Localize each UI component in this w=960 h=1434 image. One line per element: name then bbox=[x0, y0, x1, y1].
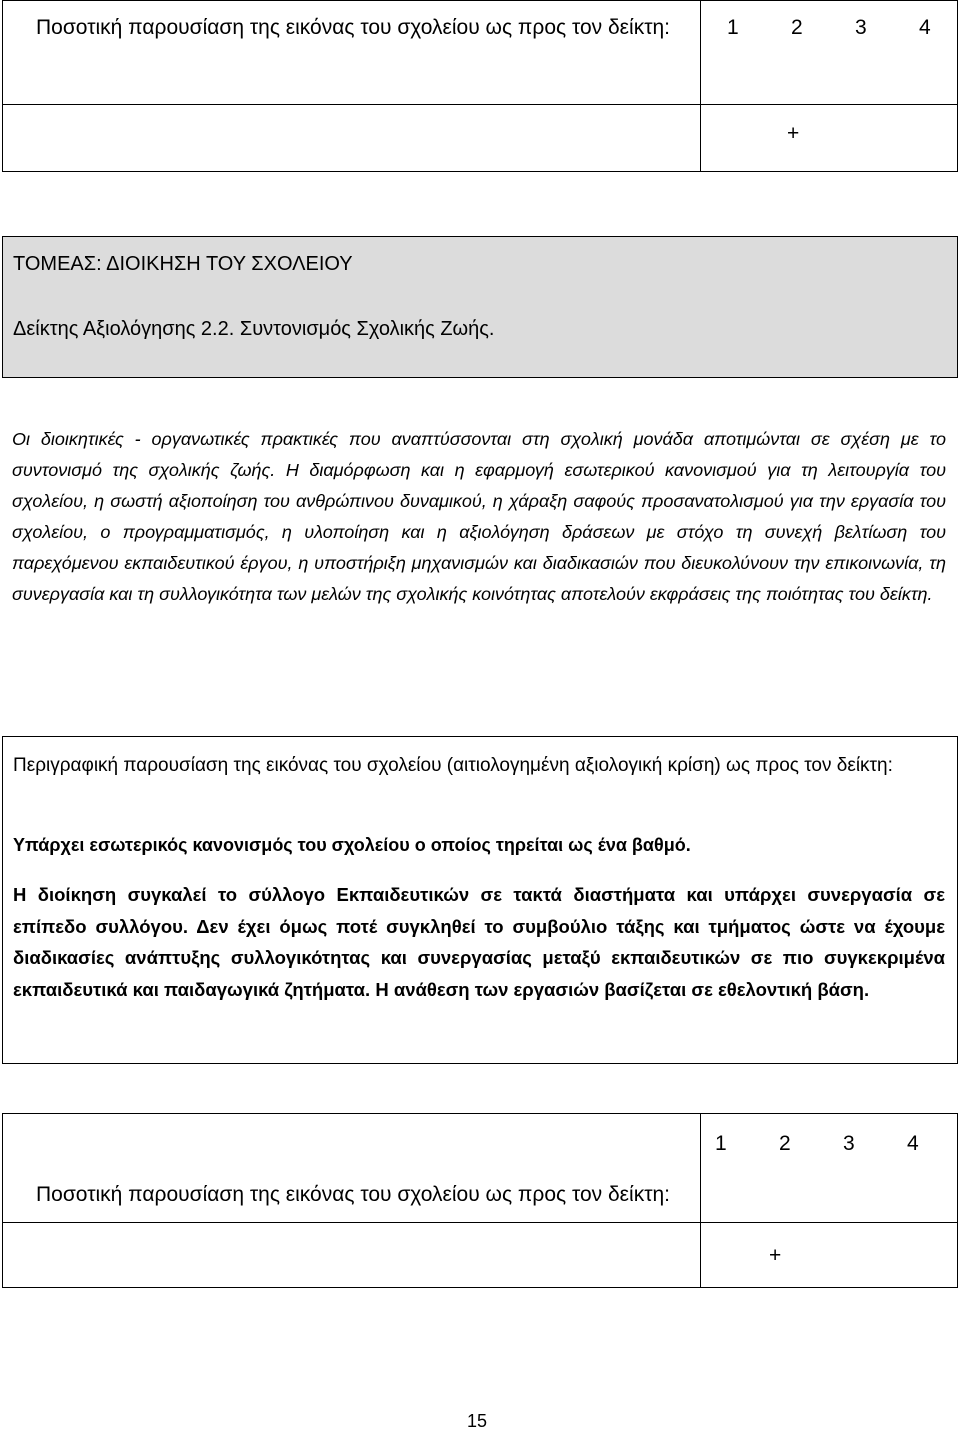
scale-4: 4 bbox=[907, 1132, 919, 1155]
assessment-paragraph-2: Η διοίκηση συγκαλεί το σύλλογο Εκπαιδευτικών σε τακτά διαστήματα και υπάρχει συνεργασία σε επίπεδο συλλόγου. Δεν έχει όμως ποτέ συγκληθεί το συμβούλιο τάξης και τμήματος ώστε να έχουμε διαδικασίες ανάπτυξης συλλογικότητας και συνεργασίας μεταξύ εκπαιδευτικών σε πιο συγκεκριμένα εκπαιδευτικά και παιδαγωγικά ζητήματα. Η ανάθεση των εργασιών βασίζεται σε εθελοντική βάση. bbox=[13, 884, 945, 1000]
scale-3: 3 bbox=[843, 1132, 855, 1155]
page-number: 15 bbox=[467, 1411, 488, 1431]
rating-label: Ποσοτική παρουσίαση της εικόνας του σχολείου ως προς τον δείκτη: bbox=[36, 1183, 670, 1206]
assessment-paragraph-1: Υπάρχει εσωτερικός κανονισμός του σχολείου ο οποίος τηρείται ως ένα βαθμό. bbox=[13, 835, 691, 855]
scale-1: 1 bbox=[727, 16, 739, 39]
top-rating-table bbox=[2, 0, 958, 172]
scale-3: 3 bbox=[855, 16, 867, 39]
table-divider bbox=[3, 104, 957, 105]
rating-scale bbox=[715, 1129, 919, 1159]
rating-mark: + bbox=[769, 1244, 782, 1267]
scale-2: 2 bbox=[779, 1132, 791, 1155]
indicator-title: Δείκτης Αξιολόγησης 2.2. Συντονισμός Σχολικής Ζωής. bbox=[13, 318, 495, 340]
scale-1: 1 bbox=[715, 1132, 727, 1155]
rating-mark: + bbox=[787, 122, 800, 145]
assessment-intro: Περιγραφική παρουσίαση της εικόνας του σχολείου (αιτιολογημένη αξιολογική κρίση) ως προς τον δείκτη: bbox=[13, 755, 893, 776]
assessment-box bbox=[2, 736, 958, 1064]
table-divider bbox=[700, 1, 701, 171]
scale-2: 2 bbox=[791, 16, 803, 39]
indicator-description: Οι διοικητικές - οργανωτικές πρακτικές που αναπτύσσονται στη σχολική μονάδα αποτιμώνται σε σχέση με το συντονισμό της σχολικής ζωής. Η διαμόρφωση και η εφαρμογή εσωτερικού κανονισμού για τη λειτουργία του σχολείου, η σωστή αξιοποίηση του ανθρώπινου δυναμικού, η χάραξη σαφούς προσανατολισμού για την εργασία του σχολείου, ο προγραμματισμός, η υλοποίηση και η αξιολόγηση δράσεων με στόχο τη συνεχή βελτίωση του παρεχόμενου εκπαιδευτικού έργου, η υποστήριξη μηχανισμών και διαδικασιών που διευκολύνουν την επικοινωνία, τη συνεργασία και τη συλλογικότητα των μελών της σχολικής κοινότητας αποτελούν εκφράσεις της ποιότητας του δείκτη. bbox=[12, 429, 946, 604]
rating-label: Ποσοτική παρουσίαση της εικόνας του σχολείου ως προς τον δείκτη: bbox=[36, 16, 670, 39]
sector-heading-box bbox=[2, 236, 958, 378]
bottom-rating-table bbox=[2, 1113, 958, 1288]
table-divider bbox=[700, 1114, 701, 1287]
table-divider bbox=[3, 1222, 957, 1223]
sector-title: ΤΟΜΕΑΣ: ΔΙΟΙΚΗΣΗ ΤΟΥ ΣΧΟΛΕΙΟΥ bbox=[13, 253, 353, 275]
rating-scale bbox=[727, 13, 931, 43]
scale-4: 4 bbox=[919, 16, 931, 39]
